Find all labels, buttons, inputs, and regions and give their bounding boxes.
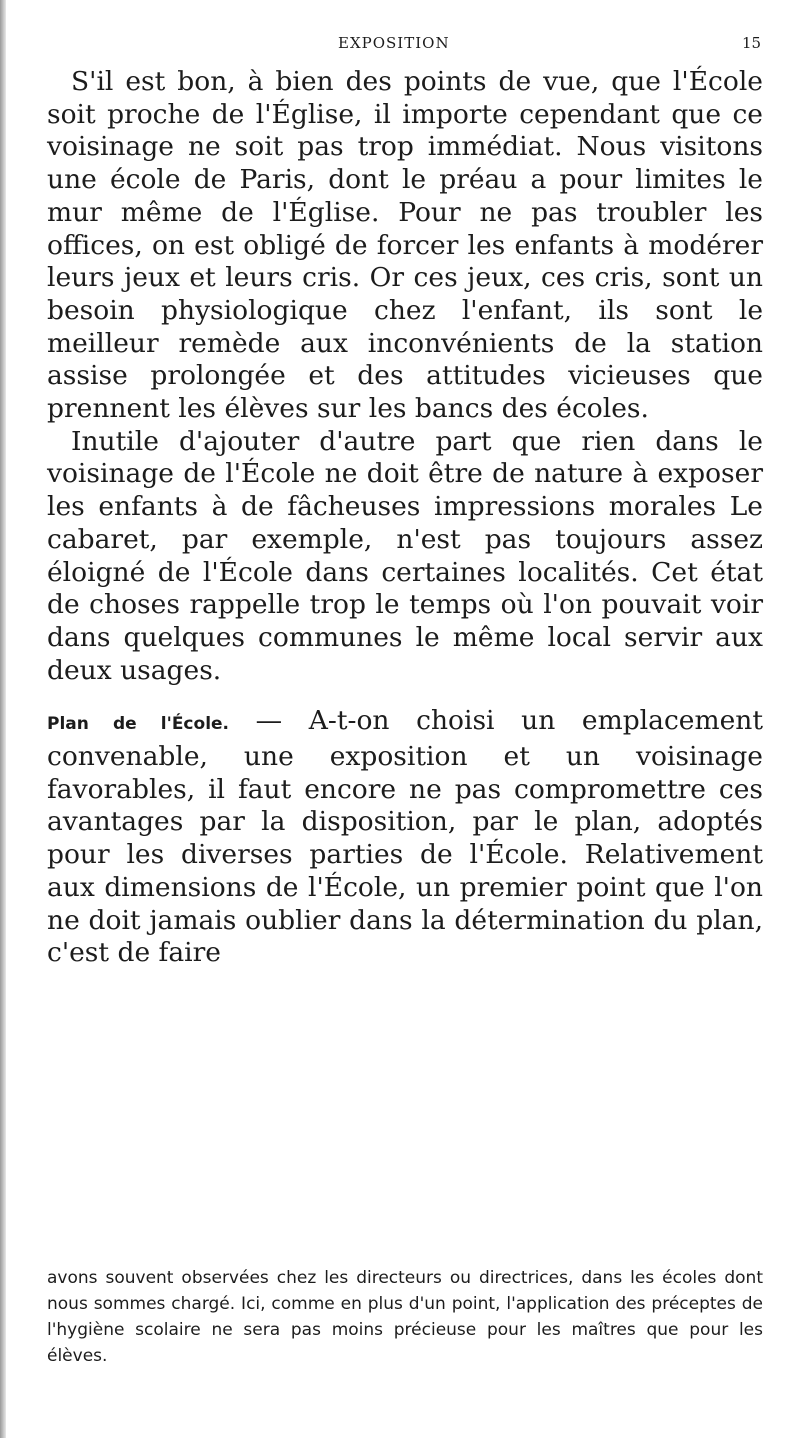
running-header <box>0 34 800 60</box>
header-title: EXPOSITION <box>338 34 450 52</box>
footnote-text: avons souvent observées chez les directeurs ou directrices, dans les écoles dont nous sommes chargé. Ici, comme en plus d'un point, l'application des préceptes de l'hygiène scolaire ne sera pas moins précieuse pour les maîtres que pour les élèves. <box>47 1268 763 1366</box>
paragraph-church-proximity: S'il est bon, à bien des points de vue, que l'École soit proche de l'Église, il importe cependant que ce voisinage ne soit pas trop immédiat. Nous visitons une école de Paris, dont le préau a pour limites le mur même de l'Église. Pour ne pas troubler les offices, on est obligé de forcer les enfants à modérer leurs jeux et leurs cris. Or ces jeux, ces cris, sont un besoin physiologique chez l'enfant, ils sont le meilleur remède aux inconvénients de la station assise prolongée et des attitudes vicieuses que prennent les élèves sur les bancs des écoles. <box>47 66 763 425</box>
section-heading: Plan de l'École. <box>47 714 230 735</box>
footnote <box>47 1265 763 1369</box>
section-text: A-t-on choisi un emplacement convenable, une exposition et un voisinage favorables, il faut encore ne pas compromettre ces avantages par la disposition, par le plan, adoptés pour les diverses parties de l'École. Relativement aux dimensions de l'École, un premier point que l'on ne doit jamais oublier dans la détermination du plan, c'est de faire <box>47 705 763 969</box>
section-dash: — <box>229 705 309 737</box>
main-text <box>47 66 763 970</box>
page-binding-edge <box>0 0 6 1438</box>
page-number: 15 <box>742 34 762 52</box>
paragraph-moral-surroundings: Inutile d'ajouter d'autre part que rien dans le voisinage de l'École ne doit être de nature à exposer les enfants à de fâcheuses impressions morales Le cabaret, par exemple, n'est pas toujours assez éloigné de l'École dans certaines localités. Cet état de choses rappelle trop le temps où l'on pouvait voir dans quelques communes le même local servir aux deux usages. <box>47 425 763 686</box>
section-plan-paragraph <box>47 705 763 970</box>
